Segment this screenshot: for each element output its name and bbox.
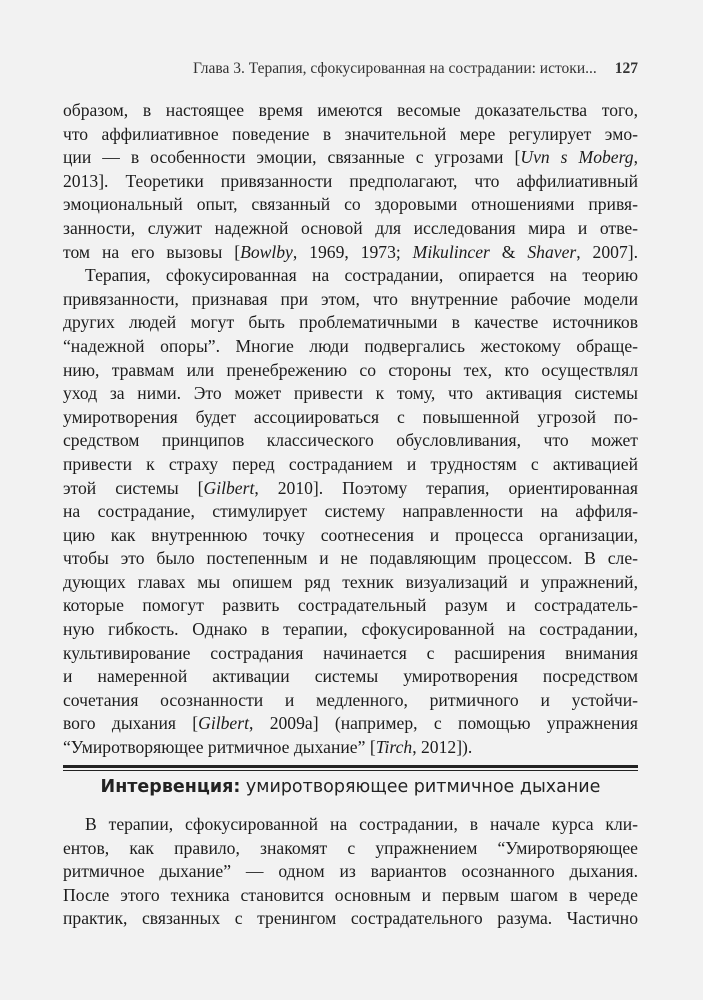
text-line: В терапии, сфокусированной на сострадании, в начале курса кли-	[85, 814, 638, 834]
text-line: цию как внутреннюю точку соотнесения и процесса организации,	[63, 524, 638, 545]
text-line: чтобы это было постепенным и не подавляющим процессом. В сле-	[63, 548, 638, 569]
text-line: дующих главах мы опишем ряд техник визуализаций и упражнений,	[63, 571, 638, 592]
text-line: том на его вызовы [Bowlby, 1969, 1973; Mikulincer & Shaver, 2007].	[63, 241, 638, 262]
text-line: образом, в настоящее время имеются весомые доказательства того,	[63, 100, 638, 120]
paragraph-3	[63, 813, 638, 931]
text-line: ритмичное дыхание” — одном из вариантов осознанного дыхания.	[63, 861, 638, 882]
text-line: привести к страху перед состраданием и трудностям с активацией	[63, 453, 638, 474]
text-line: занности, служит надежной основой для исследования мира и отве-	[63, 217, 638, 238]
text-line: других людей могут быть проблематичными в качестве источников	[63, 312, 638, 333]
text-line: ции — в особенности эмоции, связанные с угрозами [Uvn s Moberg,	[63, 147, 638, 168]
text-line: практик, связанных с тренингом сострадательного разума. Частично	[63, 908, 638, 929]
paragraph-2	[63, 264, 638, 759]
text-line: что аффилиативное поведение в значительной мере регулирует эмо-	[63, 123, 638, 144]
box-rule-thin	[63, 770, 638, 771]
text-line: сочетания осознанности и медленного, ритмичного и устойчи-	[63, 689, 638, 710]
text-line: привязанности, признавая при этом, что внутренние рабочие модели	[63, 288, 638, 309]
text-line: уход за ними. Это может привести к тому, что активация системы	[63, 383, 638, 404]
text-line: культивирование сострадания начинается с расширения внимания	[63, 642, 638, 663]
page-number: 127	[614, 60, 638, 77]
text-line: средством принципов классического обусловливания, что может	[63, 430, 638, 451]
paragraph-1	[63, 99, 638, 264]
text-line: и намеренной активации системы умиротворения посредством	[63, 666, 638, 687]
text-line: нию, травмам или пренебрежению со стороны тех, кто осуществлял	[63, 359, 638, 380]
text-line: этой системы [Gilbert, 2010]. Поэтому терапия, ориентированная	[63, 477, 638, 498]
box-rule-thick	[63, 765, 638, 768]
intervention-label: Интервенция:	[100, 777, 241, 797]
text-line: эмоциональный опыт, связанный со здоровыми отношениями привя-	[63, 194, 638, 215]
text-line: которые помогут развить сострадательный разум и сострадатель-	[63, 595, 638, 616]
text-line: на сострадание, стимулирует систему направленности на аффиля-	[63, 501, 638, 522]
running-title: Глава 3. Терапия, сфокусированная на сострадании: истоки...	[192, 60, 597, 77]
running-header	[0, 60, 638, 78]
text-line: 2013]. Теоретики привязанности предполагают, что аффилиативный	[63, 170, 638, 191]
text-line: вого дыхания [Gilbert, 2009a] (например, с помощью упражнения	[63, 713, 638, 734]
main-text	[63, 99, 638, 760]
text-line: После этого техника становится основным и первым шагом в череде	[63, 884, 638, 905]
intervention-heading	[63, 777, 638, 797]
text-line: Терапия, сфокусированная на сострадании, опирается на теорию	[85, 265, 638, 286]
text-line: ентов, как правило, знакомят с упражнением “Умиротворяющее	[63, 837, 638, 858]
text-line: ную гибкость. Однако в терапии, сфокусированной на сострадании,	[63, 619, 638, 640]
text-line: умиротворения будет ассоциироваться с повышенной угрозой по-	[63, 406, 638, 427]
text-line: “Умиротворяющее ритмичное дыхание” [Tirch, 2012]).	[63, 737, 473, 758]
intervention-title: умиротворяющее ритмичное дыхание	[240, 777, 601, 797]
text-line: “надежной опоры”. Многие люди подвергались жестокому обраще-	[63, 335, 638, 356]
